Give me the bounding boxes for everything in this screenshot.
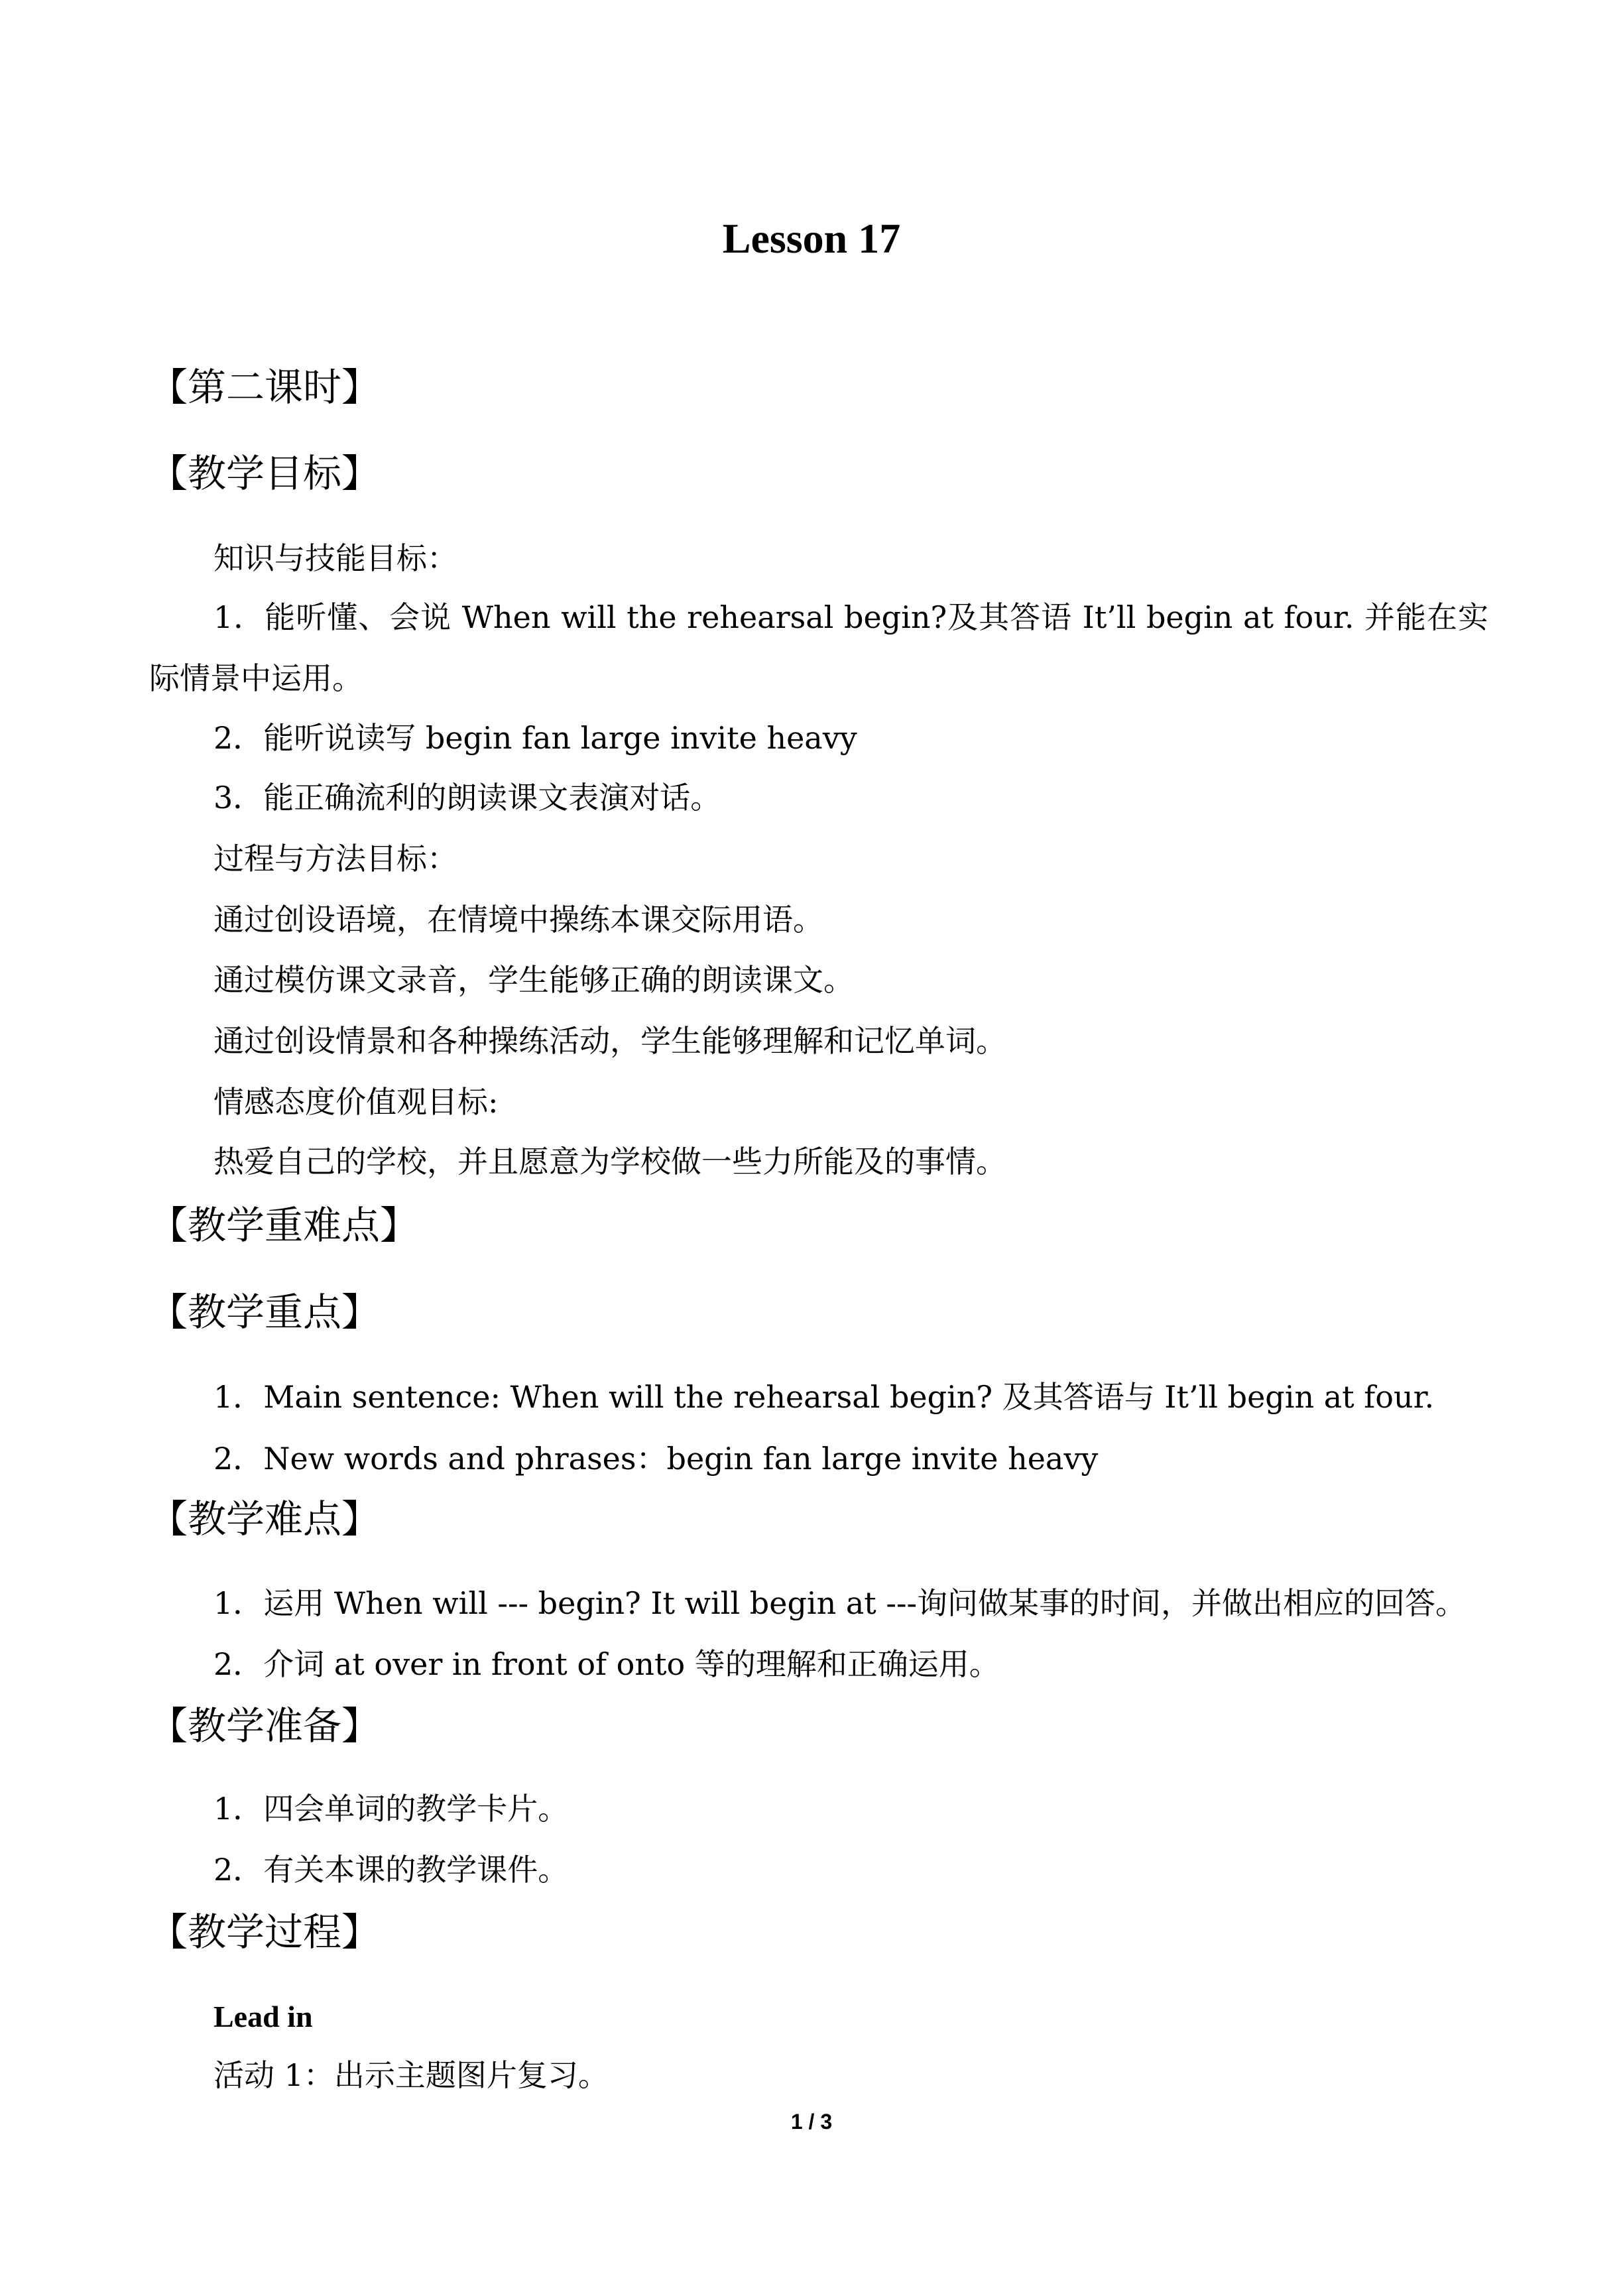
process-2: 通过模仿课文录音，学生能够正确的朗读课文。: [213, 962, 854, 998]
lesson-title: Lesson 17: [722, 215, 901, 262]
key-point-1: 1．Main sentence: When will the rehearsal begin? 及其答语与 It’ll begin at four.: [213, 1379, 1435, 1415]
preparation-2: 2．有关本课的教学课件。: [213, 1852, 569, 1888]
difficult-heading: 【教学难点】: [149, 1496, 381, 1541]
preparation-heading: 【教学准备】: [149, 1703, 381, 1748]
objectives-heading: 【教学目标】: [149, 451, 381, 496]
emotion-label: 情感态度价值观目标:: [213, 1084, 499, 1120]
page-number: 1 / 3: [790, 2110, 833, 2134]
activity-1: 活动 1：出示主题图片复习。: [213, 2057, 609, 2093]
key-heading: 【教学重点】: [149, 1290, 381, 1335]
period-heading: 【第二课时】: [149, 365, 381, 410]
preparation-1: 1．四会单词的教学卡片。: [213, 1791, 569, 1827]
emotion-1: 热爱自己的学校，并且愿意为学校做一些力所能及的事情。: [213, 1144, 1006, 1179]
objective-1: 1．能听懂、会说 When will the rehearsal begin?及其答语 It’ll begin at four. 并能在实际情景中运用。: [149, 599, 1488, 696]
difficult-point-2: 2．介词 at over in front of onto 等的理解和正确运用。: [213, 1646, 1000, 1682]
knowledge-label: 知识与技能目标：: [213, 540, 457, 576]
objective-3: 3．能正确流利的朗读课文表演对话。: [213, 780, 721, 816]
difficult-point-1: 1．运用 When will --- begin? It will begin at ---询问做某事的时间，并做出相应的回答。: [213, 1585, 1467, 1621]
process-label: 过程与方法目标：: [213, 841, 457, 876]
process-1: 通过创设语境，在情境中操练本课交际用语。: [213, 902, 823, 937]
key-difficult-heading: 【教学重难点】: [149, 1203, 419, 1248]
key-point-2: 2．New words and phrases：begin fan large invite heavy: [213, 1441, 1099, 1477]
lead-in-label: Lead in: [213, 2000, 313, 2033]
teaching-process-heading: 【教学过程】: [149, 1909, 381, 1955]
objective-2: 2．能听说读写 begin fan large invite heavy: [213, 720, 857, 756]
process-3: 通过创设情景和各种操练活动，学生能够理解和记忆单词。: [213, 1023, 1006, 1059]
